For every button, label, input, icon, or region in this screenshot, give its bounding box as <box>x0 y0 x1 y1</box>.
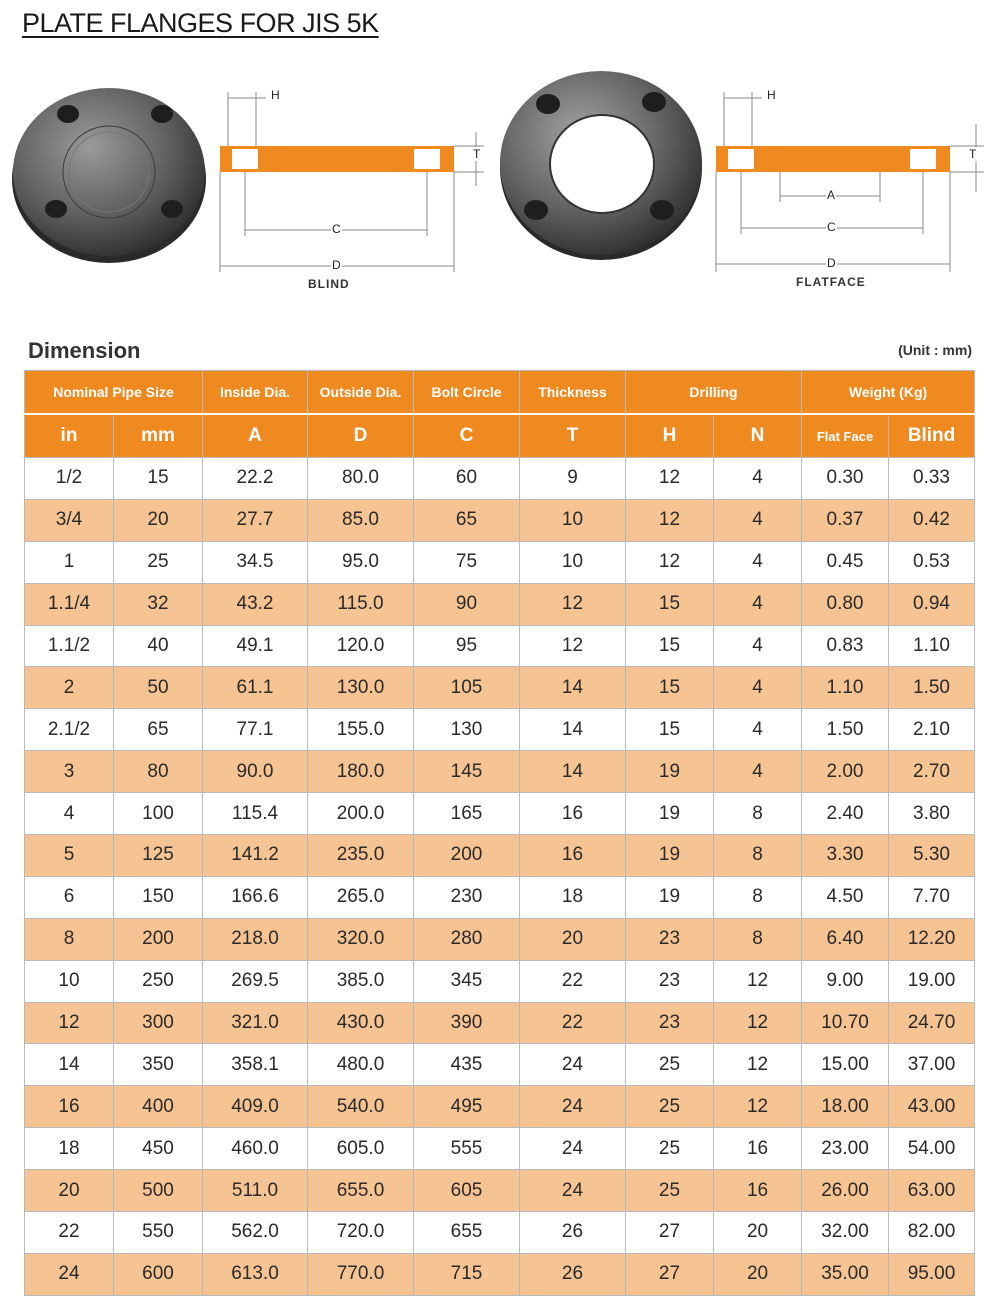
table-cell: 605.0 <box>308 1128 414 1170</box>
table-cell: 25 <box>114 541 203 583</box>
header-drilling: Drilling <box>626 371 802 415</box>
table-cell: 16 <box>714 1170 802 1212</box>
table-cell: 27 <box>626 1253 714 1295</box>
table-row <box>25 751 975 793</box>
header-weight: Weight (Kg) <box>802 371 975 415</box>
table-cell: 14 <box>520 751 626 793</box>
table-cell: 605 <box>414 1170 520 1212</box>
table-cell: 4 <box>714 458 802 500</box>
table-cell: 1 <box>25 541 114 583</box>
table-cell: 2.10 <box>889 709 975 751</box>
table-cell: 1.1/2 <box>25 625 114 667</box>
table-row <box>25 960 975 1002</box>
table-cell: 20 <box>714 1253 802 1295</box>
table-cell: 350 <box>114 1044 203 1086</box>
table-cell: 24 <box>520 1128 626 1170</box>
table-row <box>25 1044 975 1086</box>
table-cell: 19.00 <box>889 960 975 1002</box>
header-nominal-pipe-size: Nominal Pipe Size <box>25 371 203 415</box>
table-cell: 555 <box>414 1128 520 1170</box>
table-cell: 613.0 <box>203 1253 308 1295</box>
table-cell: 115.4 <box>203 793 308 835</box>
table-cell: 95 <box>414 625 520 667</box>
unit-note: (Unit : mm) <box>898 342 972 358</box>
table-cell: 3/4 <box>25 499 114 541</box>
table-cell: 20 <box>520 918 626 960</box>
table-cell: 200 <box>414 835 520 877</box>
table-cell: 655 <box>414 1212 520 1254</box>
table-cell: 16 <box>25 1086 114 1128</box>
table-cell: 166.6 <box>203 876 308 918</box>
table-cell: 495 <box>414 1086 520 1128</box>
table-cell: 2.40 <box>802 793 889 835</box>
table-row <box>25 1253 975 1295</box>
table-cell: 43.00 <box>889 1086 975 1128</box>
table-row <box>25 458 975 500</box>
table-row <box>25 1128 975 1170</box>
subheader-h: H <box>626 414 714 458</box>
table-row <box>25 709 975 751</box>
table-cell: 435 <box>414 1044 520 1086</box>
table-cell: 2.00 <box>802 751 889 793</box>
table-cell: 5 <box>25 835 114 877</box>
table-cell: 120.0 <box>308 625 414 667</box>
table-row <box>25 499 975 541</box>
table-cell: 0.42 <box>889 499 975 541</box>
subheader-t: T <box>520 414 626 458</box>
table-cell: 18 <box>520 876 626 918</box>
table-cell: 550 <box>114 1212 203 1254</box>
blind-d-label: D <box>332 258 341 272</box>
table-cell: 12 <box>714 1002 802 1044</box>
table-cell: 80 <box>114 751 203 793</box>
table-cell: 720.0 <box>308 1212 414 1254</box>
table-cell: 26.00 <box>802 1170 889 1212</box>
table-cell: 35.00 <box>802 1253 889 1295</box>
table-cell: 321.0 <box>203 1002 308 1044</box>
table-cell: 8 <box>714 918 802 960</box>
subheader-a: A <box>203 414 308 458</box>
table-cell: 715 <box>414 1253 520 1295</box>
flatface-flange-diagram <box>710 88 992 280</box>
table-cell: 655.0 <box>308 1170 414 1212</box>
section-title: Dimension <box>28 338 141 363</box>
table-cell: 54.00 <box>889 1128 975 1170</box>
table-cell: 50 <box>114 667 203 709</box>
table-cell: 320.0 <box>308 918 414 960</box>
table-cell: 6.40 <box>802 918 889 960</box>
subheader-mm: mm <box>114 414 203 458</box>
subheader-c: C <box>414 414 520 458</box>
table-cell: 4 <box>714 625 802 667</box>
table-cell: 4 <box>714 667 802 709</box>
table-cell: 385.0 <box>308 960 414 1002</box>
table-cell: 0.30 <box>802 458 889 500</box>
table-cell: 25 <box>626 1128 714 1170</box>
table-cell: 4 <box>25 793 114 835</box>
table-cell: 10 <box>520 541 626 583</box>
table-cell: 300 <box>114 1002 203 1044</box>
table-cell: 562.0 <box>203 1212 308 1254</box>
table-cell: 4 <box>714 583 802 625</box>
table-cell: 265.0 <box>308 876 414 918</box>
table-cell: 6 <box>25 876 114 918</box>
table-cell: 95.00 <box>889 1253 975 1295</box>
table-cell: 218.0 <box>203 918 308 960</box>
table-cell: 22 <box>520 1002 626 1044</box>
table-row <box>25 667 975 709</box>
header-outside-dia: Outside Dia. <box>308 371 414 415</box>
table-cell: 8 <box>714 793 802 835</box>
table-cell: 80.0 <box>308 458 414 500</box>
table-cell: 0.80 <box>802 583 889 625</box>
table-cell: 19 <box>626 835 714 877</box>
table-row <box>25 625 975 667</box>
table-cell: 15.00 <box>802 1044 889 1086</box>
table-cell: 460.0 <box>203 1128 308 1170</box>
flatface-flange-photo <box>498 70 704 262</box>
table-cell: 280 <box>414 918 520 960</box>
table-cell: 32 <box>114 583 203 625</box>
table-cell: 22 <box>25 1212 114 1254</box>
table-cell: 12 <box>714 960 802 1002</box>
table-cell: 0.83 <box>802 625 889 667</box>
table-row <box>25 583 975 625</box>
table-cell: 22 <box>520 960 626 1002</box>
table-cell: 26 <box>520 1212 626 1254</box>
table-cell: 1/2 <box>25 458 114 500</box>
table-cell: 2.70 <box>889 751 975 793</box>
table-cell: 43.2 <box>203 583 308 625</box>
subheader-n: N <box>714 414 802 458</box>
table-cell: 8 <box>714 876 802 918</box>
subheader-flat-face: Flat Face <box>802 414 889 458</box>
header-bolt-circle: Bolt Circle <box>414 371 520 415</box>
table-cell: 235.0 <box>308 835 414 877</box>
table-cell: 358.1 <box>203 1044 308 1086</box>
table-row <box>25 876 975 918</box>
table-row <box>25 793 975 835</box>
blind-flange-diagram <box>214 88 494 280</box>
table-cell: 12 <box>626 499 714 541</box>
table-cell: 4 <box>714 751 802 793</box>
table-cell: 8 <box>25 918 114 960</box>
table-cell: 269.5 <box>203 960 308 1002</box>
table-cell: 12 <box>520 625 626 667</box>
table-cell: 12 <box>520 583 626 625</box>
table-cell: 27.7 <box>203 499 308 541</box>
table-cell: 12 <box>714 1086 802 1128</box>
table-cell: 90.0 <box>203 751 308 793</box>
table-row <box>25 1212 975 1254</box>
table-cell: 100 <box>114 793 203 835</box>
blind-c-label: C <box>332 222 341 236</box>
table-cell: 4 <box>714 499 802 541</box>
table-cell: 15 <box>626 625 714 667</box>
table-cell: 77.1 <box>203 709 308 751</box>
table-cell: 15 <box>626 667 714 709</box>
table-cell: 12 <box>25 1002 114 1044</box>
table-cell: 82.00 <box>889 1212 975 1254</box>
flatface-d-label: D <box>827 256 836 270</box>
table-cell: 10.70 <box>802 1002 889 1044</box>
table-cell: 34.5 <box>203 541 308 583</box>
table-cell: 26 <box>520 1253 626 1295</box>
table-cell: 22.2 <box>203 458 308 500</box>
table-cell: 12.20 <box>889 918 975 960</box>
table-cell: 10 <box>520 499 626 541</box>
table-cell: 25 <box>626 1086 714 1128</box>
table-cell: 23 <box>626 1002 714 1044</box>
table-cell: 12 <box>714 1044 802 1086</box>
table-cell: 65 <box>414 499 520 541</box>
table-cell: 15 <box>114 458 203 500</box>
subheader-d: D <box>308 414 414 458</box>
flatface-t-label: T <box>969 147 977 161</box>
blind-h-label: H <box>271 88 280 102</box>
table-cell: 2.1/2 <box>25 709 114 751</box>
table-cell: 0.53 <box>889 541 975 583</box>
table-cell: 40 <box>114 625 203 667</box>
table-cell: 230 <box>414 876 520 918</box>
table-cell: 23 <box>626 918 714 960</box>
table-row <box>25 835 975 877</box>
table-cell: 125 <box>114 835 203 877</box>
table-cell: 9 <box>520 458 626 500</box>
table-cell: 15 <box>626 583 714 625</box>
table-cell: 7.70 <box>889 876 975 918</box>
table-cell: 23 <box>626 960 714 1002</box>
table-cell: 145 <box>414 751 520 793</box>
table-cell: 18 <box>25 1128 114 1170</box>
table-cell: 200.0 <box>308 793 414 835</box>
table-cell: 23.00 <box>802 1128 889 1170</box>
table-cell: 63.00 <box>889 1170 975 1212</box>
table-cell: 4 <box>714 709 802 751</box>
table-cell: 3.80 <box>889 793 975 835</box>
table-cell: 250 <box>114 960 203 1002</box>
table-cell: 49.1 <box>203 625 308 667</box>
table-cell: 14 <box>520 667 626 709</box>
table-cell: 1.10 <box>802 667 889 709</box>
table-cell: 540.0 <box>308 1086 414 1128</box>
table-cell: 1.50 <box>889 667 975 709</box>
table-cell: 409.0 <box>203 1086 308 1128</box>
table-cell: 95.0 <box>308 541 414 583</box>
blind-caption: BLIND <box>308 277 350 291</box>
table-cell: 24 <box>25 1253 114 1295</box>
flatface-c-label: C <box>827 220 836 234</box>
table-cell: 141.2 <box>203 835 308 877</box>
table-cell: 24 <box>520 1170 626 1212</box>
table-cell: 155.0 <box>308 709 414 751</box>
table-cell: 14 <box>520 709 626 751</box>
table-cell: 24 <box>520 1044 626 1086</box>
table-cell: 130.0 <box>308 667 414 709</box>
table-row <box>25 918 975 960</box>
table-cell: 115.0 <box>308 583 414 625</box>
table-cell: 75 <box>414 541 520 583</box>
table-cell: 1.1/4 <box>25 583 114 625</box>
table-cell: 200 <box>114 918 203 960</box>
table-cell: 27 <box>626 1212 714 1254</box>
table-cell: 16 <box>714 1128 802 1170</box>
table-cell: 430.0 <box>308 1002 414 1044</box>
blind-flange-photo <box>10 84 208 264</box>
table-cell: 20 <box>25 1170 114 1212</box>
table-cell: 18.00 <box>802 1086 889 1128</box>
table-cell: 0.37 <box>802 499 889 541</box>
table-cell: 450 <box>114 1128 203 1170</box>
table-cell: 16 <box>520 793 626 835</box>
table-row <box>25 541 975 583</box>
table-cell: 20 <box>114 499 203 541</box>
table-cell: 0.94 <box>889 583 975 625</box>
table-cell: 12 <box>626 541 714 583</box>
table-cell: 1.10 <box>889 625 975 667</box>
table-cell: 19 <box>626 876 714 918</box>
flatface-h-label: H <box>767 88 776 102</box>
blind-t-label: T <box>473 147 481 161</box>
page-title: PLATE FLANGES FOR JIS 5K <box>22 8 379 38</box>
table-cell: 37.00 <box>889 1044 975 1086</box>
table-cell: 25 <box>626 1170 714 1212</box>
table-cell: 3.30 <box>802 835 889 877</box>
table-cell: 130 <box>414 709 520 751</box>
table-cell: 500 <box>114 1170 203 1212</box>
table-cell: 0.45 <box>802 541 889 583</box>
table-cell: 0.33 <box>889 458 975 500</box>
table-row <box>25 1002 975 1044</box>
table-cell: 390 <box>414 1002 520 1044</box>
table-cell: 8 <box>714 835 802 877</box>
subheader-blind: Blind <box>889 414 975 458</box>
table-cell: 511.0 <box>203 1170 308 1212</box>
table-cell: 1.50 <box>802 709 889 751</box>
table-cell: 400 <box>114 1086 203 1128</box>
table-cell: 65 <box>114 709 203 751</box>
table-cell: 19 <box>626 751 714 793</box>
table-cell: 15 <box>626 709 714 751</box>
table-cell: 24 <box>520 1086 626 1128</box>
table-cell: 3 <box>25 751 114 793</box>
table-cell: 10 <box>25 960 114 1002</box>
table-cell: 20 <box>714 1212 802 1254</box>
subheader-in: in <box>25 414 114 458</box>
table-cell: 4 <box>714 541 802 583</box>
table-cell: 60 <box>414 458 520 500</box>
table-cell: 16 <box>520 835 626 877</box>
table-row <box>25 1170 975 1212</box>
table-cell: 150 <box>114 876 203 918</box>
table-cell: 19 <box>626 793 714 835</box>
header-inside-dia: Inside Dia. <box>203 371 308 415</box>
table-cell: 85.0 <box>308 499 414 541</box>
table-cell: 90 <box>414 583 520 625</box>
table-cell: 9.00 <box>802 960 889 1002</box>
table-row <box>25 1086 975 1128</box>
table-cell: 180.0 <box>308 751 414 793</box>
table-cell: 165 <box>414 793 520 835</box>
table-cell: 5.30 <box>889 835 975 877</box>
table-cell: 480.0 <box>308 1044 414 1086</box>
table-cell: 24.70 <box>889 1002 975 1044</box>
table-cell: 2 <box>25 667 114 709</box>
table-body <box>25 458 975 1296</box>
table-cell: 61.1 <box>203 667 308 709</box>
dimension-table <box>24 370 975 1296</box>
flatface-caption: FLATFACE <box>796 275 866 289</box>
flatface-a-label: A <box>827 188 836 202</box>
table-cell: 770.0 <box>308 1253 414 1295</box>
table-cell: 345 <box>414 960 520 1002</box>
table-cell: 105 <box>414 667 520 709</box>
table-cell: 32.00 <box>802 1212 889 1254</box>
table-cell: 4.50 <box>802 876 889 918</box>
header-thickness: Thickness <box>520 371 626 415</box>
table-cell: 25 <box>626 1044 714 1086</box>
table-cell: 600 <box>114 1253 203 1295</box>
table-cell: 12 <box>626 458 714 500</box>
table-cell: 14 <box>25 1044 114 1086</box>
